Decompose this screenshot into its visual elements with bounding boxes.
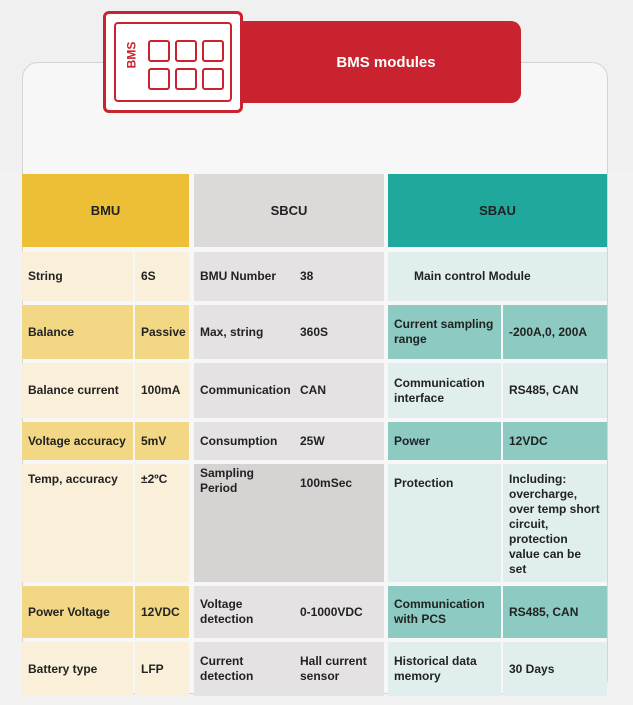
battery-cell-icon [175,40,197,62]
column-header-label: BMU [90,203,121,218]
sbau-value: Including: overcharge, over temp short circuit, protection value can be set [509,472,600,576]
sbau-label: Communication interface [394,375,485,405]
table-cell [294,464,384,582]
table-cell [503,464,607,582]
sbau-label: Historical data memory [394,654,477,683]
column-header-sbau [388,174,607,247]
column-header-label: SBAU [479,203,516,218]
bmu-label: String [28,269,63,283]
table-cell [294,305,384,359]
sbau-value: 30 Days [509,661,555,676]
table-cell [194,642,294,696]
bms-logo-text: BMS [124,41,139,69]
sbcu-value: 0-1000VDC [300,604,363,619]
table-cell [22,464,133,582]
table-cell [388,642,501,696]
sbau-value: RS485, CAN [509,604,579,619]
sbcu-label: Sampling Period [200,466,255,495]
sbau-label: Current sampling range [394,317,494,346]
table-cell [22,305,133,359]
bms-logo [103,11,243,113]
bmu-value: Passive [141,324,186,339]
table-cell [503,363,607,418]
sbcu-label: Current detection [200,654,254,683]
table-cell [194,586,294,638]
table-cell [22,252,133,301]
sbau-value: 12VDC [509,433,548,448]
table-cell [294,642,384,696]
page-title: BMS modules [336,53,436,71]
table-cell [194,464,294,582]
table-cell [294,252,384,301]
table-cell [22,586,133,638]
sbcu-value: 360S [300,324,329,339]
bmu-value: LFP [141,661,164,676]
sbcu-label: Max, string [200,324,264,339]
table-cell [503,305,607,359]
sbau-label: Protection [394,476,454,490]
table-cell [388,252,607,301]
table-cell [22,642,133,696]
bmu-value: 12VDC [141,604,180,619]
sbcu-label: Communication [200,383,291,397]
bmu-label: Power Voltage [28,604,110,619]
sbcu-label: Consumption [200,433,278,448]
table-cell [135,363,189,418]
table-cell [135,464,189,582]
table-cell [135,642,189,696]
table-cell [503,586,607,638]
table-cell [135,586,189,638]
sbcu-value: 25W [300,433,325,448]
table-cell [503,422,607,460]
page-title-banner [206,21,521,103]
table-cell [194,252,294,301]
bmu-label: Voltage accuracy [28,433,126,448]
battery-cell-icon [202,68,224,90]
sbau-value: -200A,0, 200A [509,324,588,339]
bmu-value: ±2ºC [141,472,168,486]
table-cell [294,422,384,460]
table-cell [388,305,501,359]
table-cell [194,305,294,359]
sbau-label: Power [394,433,431,448]
bmu-value: 5mV [141,433,167,448]
sbcu-value: 38 [300,269,314,283]
bmu-label: Balance [28,324,75,339]
column-header-label: SBCU [270,203,308,218]
bmu-label: Temp, accuracy [28,472,118,486]
bmu-label: Battery type [28,661,98,676]
table-cell [135,305,189,359]
table-cell [503,642,607,696]
sbcu-value: Hall current sensor [300,654,367,683]
table-cell [135,252,189,301]
table-cell [388,422,501,460]
sbcu-value: 100mSec [300,476,353,490]
sbau-value: RS485, CAN [509,383,579,397]
sbau-label: Main control Module [414,269,531,283]
table-cell [294,586,384,638]
sbcu-label: BMU Number [200,269,277,283]
table-cell [135,422,189,460]
battery-cell-icon [202,40,224,62]
bmu-label: Balance current [28,383,119,397]
table-cell [194,422,294,460]
column-header-bmu [22,174,189,247]
column-header-sbcu [194,174,384,247]
table-cell [22,363,133,418]
table-cell [194,363,294,418]
table-cell [22,422,133,460]
sbcu-value: CAN [300,383,326,397]
table-cell [294,363,384,418]
table-cell [388,363,501,418]
bmu-value: 6S [141,269,156,283]
battery-cell-icon [148,40,170,62]
table-cell [388,586,501,638]
table-cell [388,464,501,582]
sbau-label: Communication with PCS [394,597,485,626]
battery-cell-icon [175,68,197,90]
bmu-value: 100mA [141,383,181,397]
sbcu-label: Voltage detection [200,597,254,626]
battery-cell-icon [148,68,170,90]
